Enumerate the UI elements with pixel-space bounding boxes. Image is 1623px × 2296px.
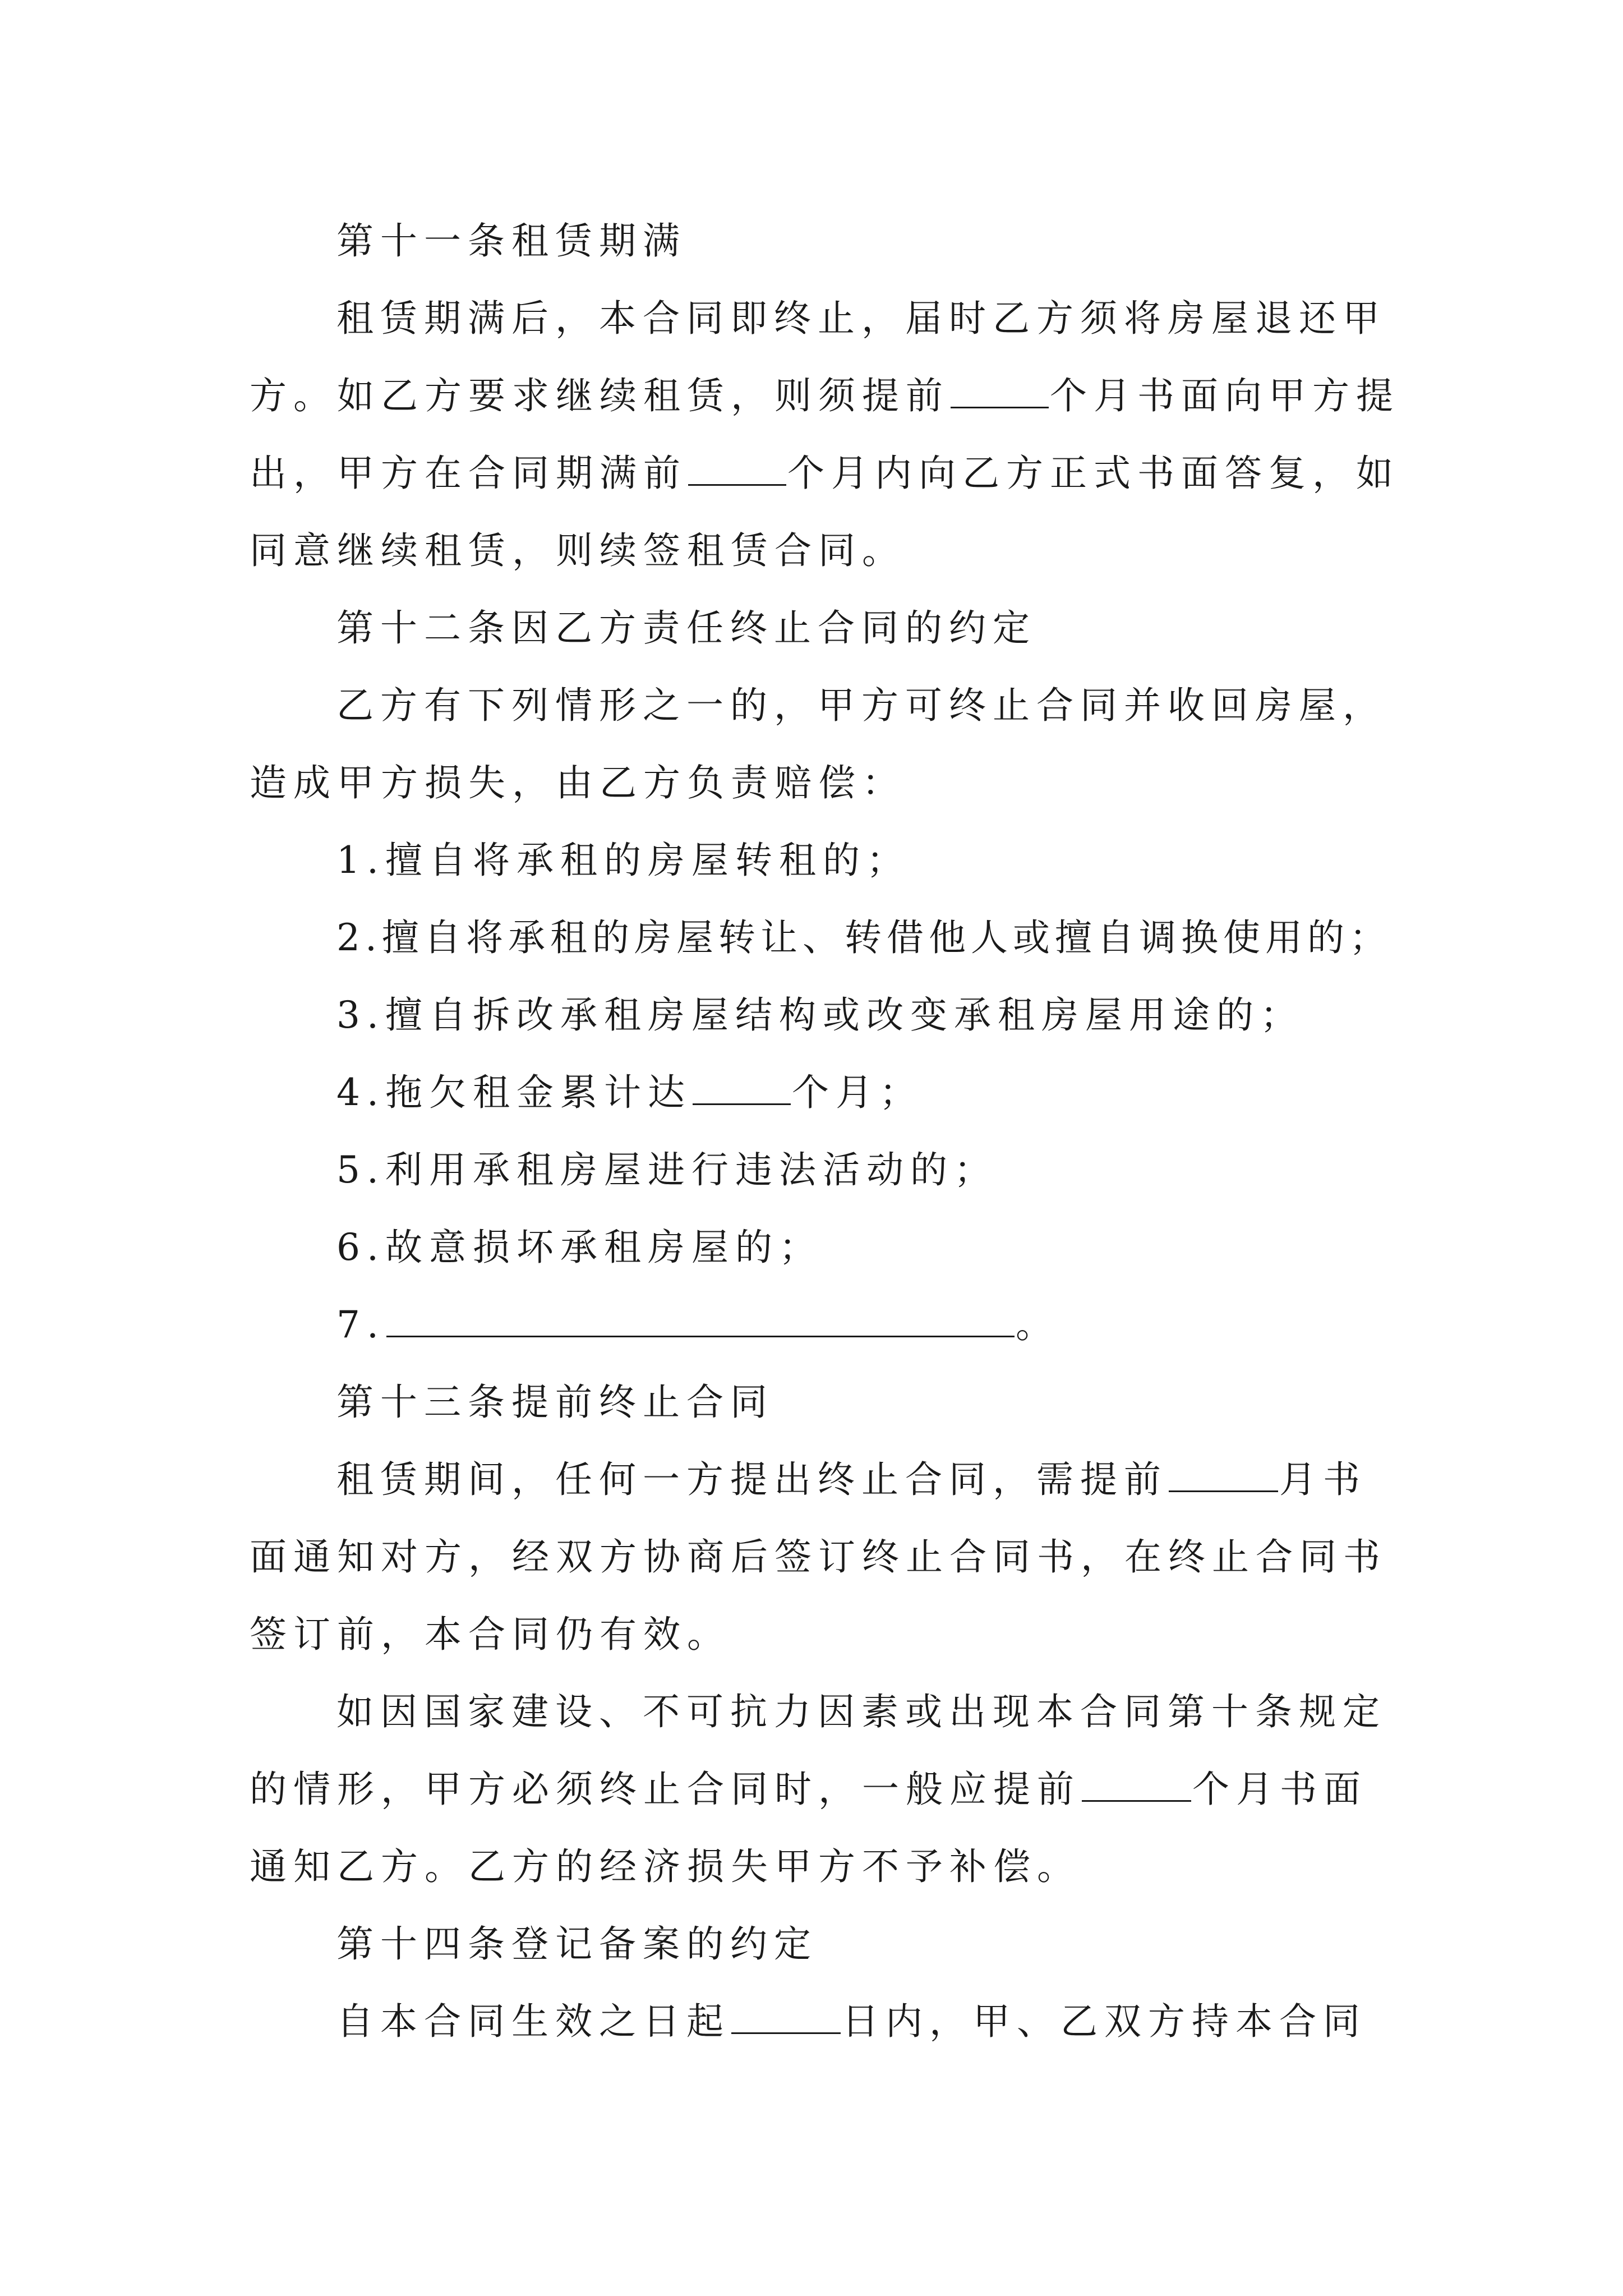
- fill-in-blank[interactable]: [386, 1331, 1015, 1337]
- list-item: 6.故意损坏承租房屋的；: [336, 1226, 823, 1269]
- paragraph-line: 面通知对方，经双方协商后签订终止合同书，在终止合同书: [250, 1535, 1387, 1579]
- list-item: 2.擅自将承租的房屋转让、转借他人或擅自调换使用的；: [336, 916, 1391, 959]
- list-item: 5.利用承租房屋进行违法活动的；: [336, 1148, 998, 1191]
- paragraph-line: 方。如乙方要求继续租赁，则须提前 个月书面向甲方提: [250, 374, 1400, 417]
- fill-in-blank[interactable]: [1169, 1486, 1278, 1492]
- paragraph-line: 出，甲方在合同期满前 个月内向乙方正式书面答复，如: [250, 452, 1400, 495]
- article-11-heading: 第十一条租赁期满: [336, 219, 686, 263]
- list-item: 4.拖欠租金累计达 个月；: [336, 1071, 923, 1114]
- paragraph-line: 乙方有下列情形之一的，甲方可终止合同并收回房屋，: [336, 684, 1386, 727]
- paragraph-line: 同意继续租赁，则续签租赁合同。: [250, 529, 906, 572]
- fill-in-blank[interactable]: [731, 2028, 841, 2034]
- paragraph-line: 租赁期间，任何一方提出终止合同，需提前 月书: [336, 1458, 1367, 1501]
- paragraph-line: 签订前，本合同仍有效。: [250, 1613, 731, 1656]
- article-13-heading: 第十三条提前终止合同: [336, 1381, 774, 1424]
- fill-in-blank[interactable]: [1082, 1796, 1191, 1802]
- list-item: 7. 。: [336, 1303, 1059, 1346]
- list-item: 3.擅自拆改承租房屋结构或改变承租房屋用途的；: [336, 993, 1304, 1037]
- paragraph-line: 造成甲方损失，由乙方负责赔偿：: [250, 761, 906, 804]
- article-14-heading: 第十四条登记备案的约定: [336, 1922, 818, 1966]
- fill-in-blank[interactable]: [951, 402, 1049, 408]
- paragraph-line: 如因国家建设、不可抗力因素或出现本合同第十条规定: [336, 1690, 1386, 1733]
- paragraph-line: 租赁期满后，本合同即终止，届时乙方须将房屋退还甲: [336, 297, 1386, 340]
- paragraph-line: 自本合同生效之日起 日内，甲、乙双方持本合同: [336, 2000, 1367, 2043]
- paragraph-line: 的情形，甲方必须终止合同时，一般应提前 个月书面: [250, 1768, 1367, 1811]
- fill-in-blank[interactable]: [688, 480, 786, 486]
- list-item: 1.擅自将承租的房屋转租的；: [336, 839, 910, 882]
- article-12-heading: 第十二条因乙方责任终止合同的约定: [336, 606, 1036, 650]
- fill-in-blank[interactable]: [693, 1099, 791, 1105]
- paragraph-line: 通知乙方。乙方的经济损失甲方不予补偿。: [250, 1845, 1081, 1888]
